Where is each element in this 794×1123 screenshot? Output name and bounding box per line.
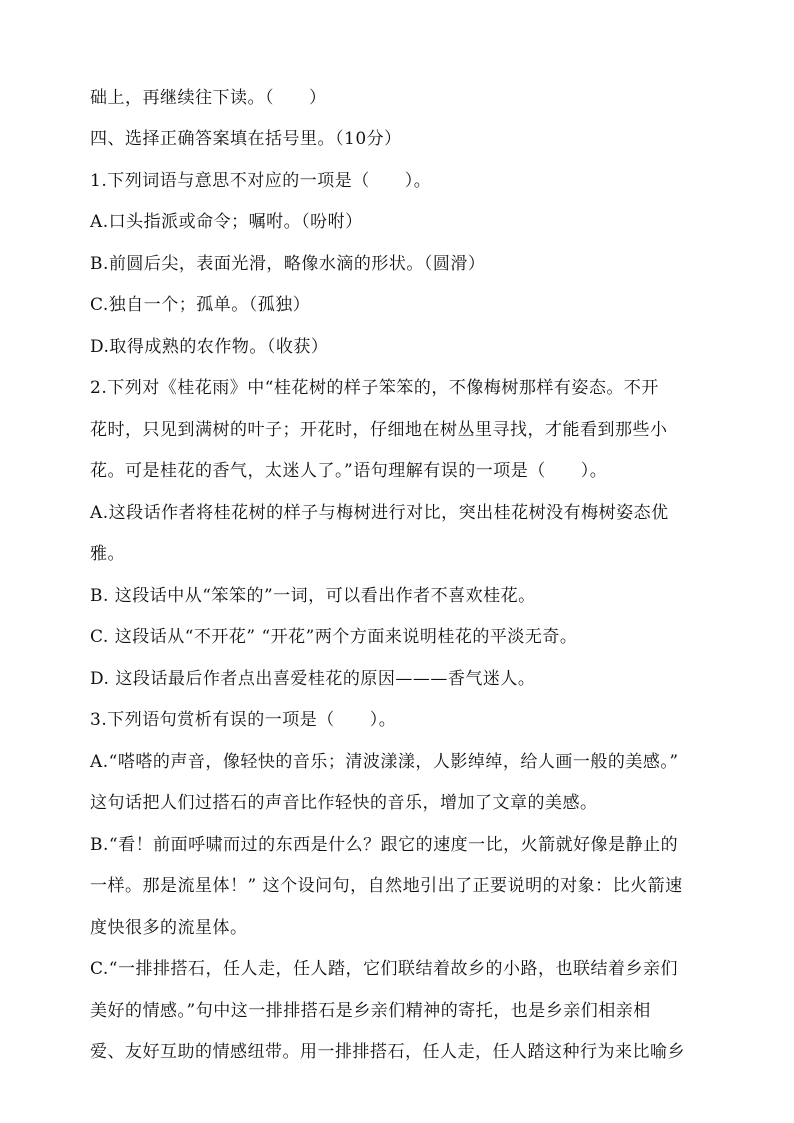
option-d: D. 这段话最后作者点出喜爱桂花的原因———香气迷人。 (90, 669, 536, 689)
option-b: B.前圆后尖，表面光滑，略像水滴的形状。（圆滑） (90, 254, 486, 274)
option-b: B. 这段话中从“笨笨的”一词，可以看出作者不喜欢桂花。 (90, 586, 536, 606)
option-c: C.独自一个；孤单。（孤独） (90, 295, 311, 315)
question-2: 2.下列对《桂花雨》中“桂花树的样子笨笨的，不像梅树那样有姿态。不开 (90, 378, 659, 398)
section-heading: 四、选择正确答案填在括号里。（10分） (90, 129, 402, 149)
text-line: 础上，再继续往下读。（ ） (90, 88, 327, 108)
text-line: 花时，只见到满树的叶子；开花时，仔细地在树丛里寻找，才能看到那些小 (90, 420, 668, 440)
option-c: C. 这段话从“不开花” “开花”两个方面来说明桂花的平淡无奇。 (90, 627, 578, 647)
option-a: A.口头指派或命令；嘱咐。（吩咐） (90, 212, 363, 232)
question-3: 3.下列语句赏析有误的一项是（ ）。 (90, 710, 397, 730)
option-b: B.“看！前面呼啸而过的东西是什么？跟它的速度一比，火箭就好像是静止的 (90, 835, 679, 855)
question-1: 1.下列词语与意思不对应的一项是（ ）。 (90, 171, 432, 191)
text-line: 花。可是桂花的香气，太迷人了。”语句理解有误的一项是（ ）。 (90, 461, 608, 481)
text-line: 度快很多的流星体。 (90, 918, 248, 938)
option-c: C.“一排排搭石，任人走，任人踏，它们联结着故乡的小路，也联结着乡亲们 (90, 959, 678, 979)
text-line: 一样。那是流星体！” 这个设问句，自然地引出了正要说明的对象：比火箭速 (90, 876, 683, 896)
text-line: 爱、友好互助的情感纽带。用一排排搭石，任人走，任人踏这种行为来比喻乡 (90, 1042, 685, 1062)
text-line: 美好的情感。”句中这一排排搭石是乡亲们精神的寄托，也是乡亲们相亲相 (90, 1001, 651, 1021)
text-line: 这句话把人们过搭石的声音比作轻快的音乐，增加了文章的美感。 (90, 793, 598, 813)
option-a: A.“嗒嗒的声音，像轻快的音乐；清波漾漾，人影绰绰，给人画一般的美感。” (90, 752, 679, 772)
option-d: D.取得成熟的农作物。（收获） (90, 337, 329, 357)
option-a: A.这段话作者将桂花树的样子与梅树进行对比，突出桂花树没有梅树姿态优 (90, 503, 669, 523)
text-line: 雅。 (90, 544, 125, 564)
